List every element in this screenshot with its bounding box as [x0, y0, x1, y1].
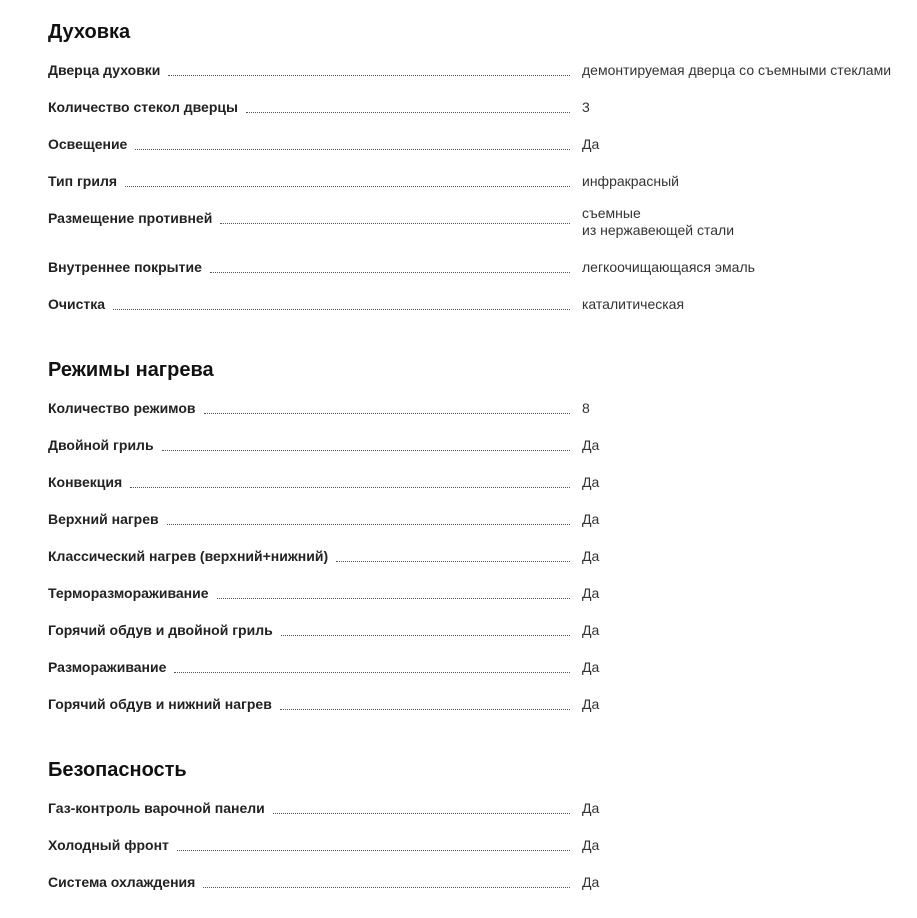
spec-value: Да [582, 659, 600, 675]
spec-row [48, 173, 917, 193]
spec-value: Да [582, 437, 600, 453]
spec-label: Верхний нагрев [48, 511, 159, 527]
spec-row [48, 136, 917, 156]
dotted-leader [203, 887, 570, 888]
spec-row [48, 437, 917, 457]
spec-row [48, 259, 917, 279]
dotted-leader [217, 598, 570, 599]
spec-label: Освещение [48, 136, 128, 152]
spec-label: Система охлаждения [48, 874, 196, 890]
spec-label: Количество режимов [48, 400, 196, 416]
spec-label: Классический нагрев (верхний+нижний) [48, 548, 329, 564]
spec-value: Да [582, 474, 600, 490]
dotted-leader [273, 813, 570, 814]
spec-value: Да [582, 136, 600, 152]
dotted-leader [113, 309, 570, 310]
spec-label: Очистка [48, 296, 106, 312]
dotted-leader [162, 450, 570, 451]
spec-value: Да [582, 585, 600, 601]
spec-row [48, 511, 917, 531]
spec-label: Горячий обдув и нижний нагрев [48, 696, 272, 712]
dotted-leader [174, 672, 570, 673]
dotted-leader [130, 487, 570, 488]
spec-label: Размещение противней [48, 210, 213, 226]
dotted-leader [204, 413, 571, 414]
spec-label: Тип гриля [48, 173, 118, 189]
spec-label: Внутреннее покрытие [48, 259, 202, 275]
dotted-leader [281, 635, 570, 636]
spec-row [48, 659, 917, 679]
spec-row [48, 874, 917, 894]
spec-value: Да [582, 622, 600, 638]
spec-row [48, 622, 917, 642]
spec-value: Да [582, 696, 600, 712]
spec-label: Двойной гриль [48, 437, 154, 453]
spec-value: Да [582, 511, 600, 527]
spec-value: легкоочищающаяся эмаль [582, 259, 755, 275]
spec-row [48, 800, 917, 820]
spec-value: 3 [582, 99, 590, 115]
dotted-leader [336, 561, 570, 562]
spec-row [48, 548, 917, 568]
dotted-leader [125, 186, 570, 187]
section-title-safety: Безопасность [48, 759, 187, 781]
spec-label: Размораживание [48, 659, 167, 675]
dotted-leader [280, 709, 570, 710]
spec-label: Терморазмораживание [48, 585, 209, 601]
spec-value: Да [582, 837, 600, 853]
spec-row [48, 474, 917, 494]
spec-value: каталитическая [582, 296, 685, 312]
spec-label: Конвекция [48, 474, 123, 490]
spec-label: Количество стекол дверцы [48, 99, 238, 115]
spec-row [48, 585, 917, 605]
dotted-leader [246, 112, 570, 113]
spec-value: съемные из нержавеющей стали [582, 205, 735, 238]
dotted-leader [210, 272, 570, 273]
dotted-leader [220, 223, 570, 224]
spec-value: демонтируемая дверца со съемными стеклами [582, 62, 892, 78]
spec-value: инфракрасный [582, 173, 679, 189]
spec-value: Да [582, 548, 600, 564]
spec-row [48, 205, 917, 238]
spec-value: Да [582, 874, 600, 890]
spec-label: Горячий обдув и двойной гриль [48, 622, 273, 638]
spec-row [48, 837, 917, 857]
section-title-oven: Духовка [48, 21, 131, 43]
spec-row [48, 400, 917, 420]
section-title-heating-modes: Режимы нагрева [48, 359, 214, 381]
spec-label: Холодный фронт [48, 837, 169, 853]
spec-label: Газ-контроль варочной панели [48, 800, 265, 816]
spec-row [48, 62, 917, 82]
spec-row [48, 99, 917, 119]
spec-value: 8 [582, 400, 590, 416]
spec-label: Дверца духовки [48, 62, 161, 78]
dotted-leader [168, 75, 570, 76]
spec-row [48, 696, 917, 716]
dotted-leader [177, 850, 570, 851]
spec-value: Да [582, 800, 600, 816]
dotted-leader [167, 524, 570, 525]
dotted-leader [135, 149, 570, 150]
spec-row [48, 296, 917, 316]
